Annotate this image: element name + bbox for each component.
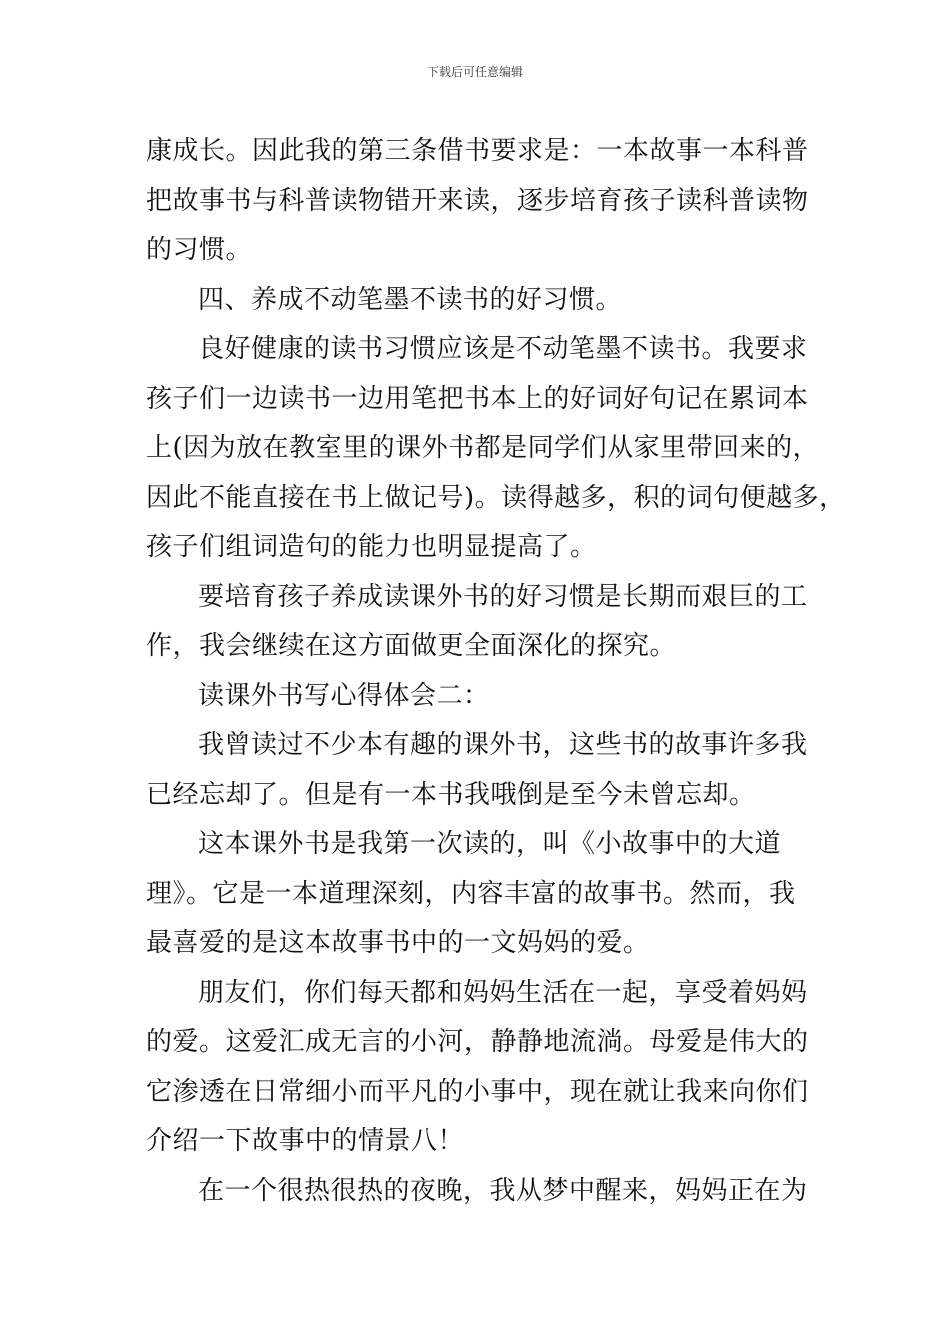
- text-line: 朋友们，你们每天都和妈妈生活在一起，享受着妈妈: [198, 977, 808, 1008]
- text-line: 孩子们组词造句的能力也明显提高了。: [146, 532, 597, 562]
- page-header: 下载后可任意编辑: [426, 65, 523, 79]
- text-line: 康成长。因此我的第三条借书要求是：一本故事一本科普: [146, 136, 809, 166]
- text-line: 作，我会继续在这方面做更全面深化的探究。: [146, 631, 677, 661]
- text-line: 最喜爱的是这本故事书中的一文妈妈的爱。: [146, 928, 650, 958]
- text-line: 因此不能直接在书上做记号)。读得越多，积的词句便越多，: [146, 482, 846, 513]
- text-line: 的习惯。: [146, 235, 253, 265]
- text-line: 理》。它是一本道理深刻，内容丰富的故事书。然而，我: [146, 878, 796, 909]
- text-line: 的爱。这爱汇成无言的小河，静静地流淌。母爱是伟大的: [146, 1027, 809, 1057]
- text-line: 读课外书写心得体会二：: [198, 680, 490, 711]
- text-line: 这本课外书是我第一次读的，叫《小故事中的大道: [198, 829, 782, 859]
- text-line: 我曾读过不少本有趣的课外书，这些书的故事许多我: [198, 730, 808, 760]
- text-line: 四、养成不动笔墨不读书的好习惯。: [198, 284, 623, 315]
- document-body: [146, 127, 846, 1216]
- text-line: 要培育孩子养成读课外书的好习惯是长期而艰巨的工: [198, 581, 808, 612]
- text-line: 它渗透在日常细小而平凡的小事中，现在就让我来向你们: [146, 1076, 809, 1107]
- text-line: 把故事书与科普读物错开来读，逐步培育孩子读科普读物: [146, 185, 809, 216]
- text-line: 孩子们一边读书一边用笔把书本上的好词好句记在累词本: [146, 383, 809, 414]
- text-line: 上(因为放在教室里的课外书都是同学们从家里带回来的，: [146, 433, 820, 463]
- text-line: 良好健康的读书习惯应该是不动笔墨不读书。我要求: [198, 334, 808, 364]
- text-line: 介绍一下故事中的情景八！: [146, 1126, 465, 1156]
- text-line: 在一个很热很热的夜晚，我从梦中醒来，妈妈正在为: [198, 1175, 808, 1206]
- text-line: 已经忘却了。但是有一本书我哦倒是至今未曾忘却。: [146, 779, 756, 810]
